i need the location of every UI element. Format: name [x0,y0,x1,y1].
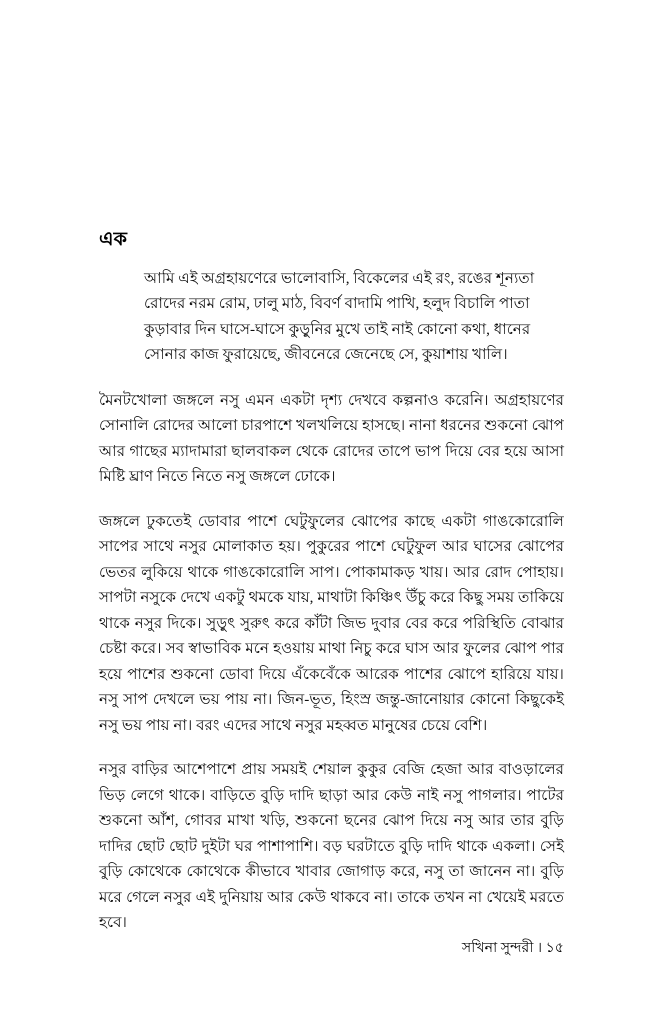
verse-line: কুড়াবার দিন ঘাসে-ঘাসে কুড়ুনির মুখে তাই নাই কোনো কথা, ধানের [144,320,531,338]
verse-line: রোদের নরম রোম, ঢালু মাঠ, বিবর্ণ বাদামি পাখি, হলুদ বিচালি পাতা [144,295,530,313]
page-footer: সখিনা সুন্দরী । ১৫ [461,940,564,956]
body-paragraph: জঙ্গলে ঢুকতেই ডোবার পাশে ঘেটুফুলের ঝোপের কাছে একটা গাঙকোরোলি সাপের সাথে নসুর মোলাকাত হয়। পুকুরের পাশে ঘেটুফুল আর ঘাসের ঝোপের ভেতর লুকিয়ে থাকে গাঙকোরোলি সাপ। পোকামাকড় খায়। আর রোদ পোহায়। সাপটা নসুকে দেখে একটু থমকে যায়, মাথাটা কিঞ্চিৎ উঁচু করে কিছু সময় তাকিয়ে থাকে নসুর দিকে। সুড়ুৎ সুরুৎ করে কাঁটা জিভ দুবার বের করে পরিস্থিতি বোঝার চেষ্টা করে। সব স্বাভাবিক মনে হওয়ায় মাথা নিচু করে ঘাস আর ফুলের ঝোপ পার হয়ে পাশের শুকনো ডোবা দিয়ে এঁকেবেঁকে আরেক পাশের ঝোপে হারিয়ে যায়। নসু সাপ দেখলে ভয় পায় না। জিন-ভূত, হিংস্র জন্তু-জানোয়ার কোনো কিছুকেই নসু ভয় পায় না। বরং এদের সাথে নসুর মহব্বত মানুষের চেয়ে বেশি। [99,512,564,734]
verse-line: সোনার কাজ ফুরায়েছে, জীবনেরে জেনেছে সে, কুয়াশায় খালি। [144,346,508,364]
verse-line: আমি এই অগ্রহায়ণেরে ভালোবাসি, বিকেলের এই রং, রঙের শূন্যতা [144,269,535,287]
chapter-heading: এক [99,229,128,250]
body-paragraph: নসুর বাড়ির আশেপাশে প্রায় সময়ই শেয়াল কুকুর বেজি হেজা আর বাওড়ালের ভিড় লেগে থাকে। বাড়িতে বুড়ি দাদি ছাড়া আর কেউ নাই নসু পাগলার। পাটের শুকনো আঁশ, গোবর মাখা খড়ি, শুকনো ছনের ঝোপ দিয়ে নসু আর তার বুড়ি দাদির ছোট ছোট দুইটা ঘর পাশাপাশি। বড় ঘরটাতে বুড়ি দাদি থাকে একলা। সেই বুড়ি কোথেকে কোথেকে কীভাবে খাবার জোগাড় করে, নসু তা জানেন না। বুড়ি মরে গেলে নসুর এই দুনিয়ায় আর কেউ থাকবে না। তাকে তখন না খেয়েই মরতে হবে। [99,761,564,932]
page-content [99,228,564,936]
body-paragraph: মৈনটখোলা জঙ্গলে নসু এমন একটা দৃশ্য দেখবে কল্পনাও করেনি। অগ্রহায়ণের সোনালি রোদের আলো চারপাশে খলখলিয়ে হাসছে। নানা ধরনের শুকনো ঝোপ আর গাছের ম্যাদামারা ছালবাকল থেকে রোদের তাপে ভাপ দিয়ে বের হয়ে আসা মিষ্টি ঘ্রাণ নিতে নিতে নসু জঙ্গলে ঢোকে। [99,391,564,486]
epigraph-verse-block [99,266,564,368]
